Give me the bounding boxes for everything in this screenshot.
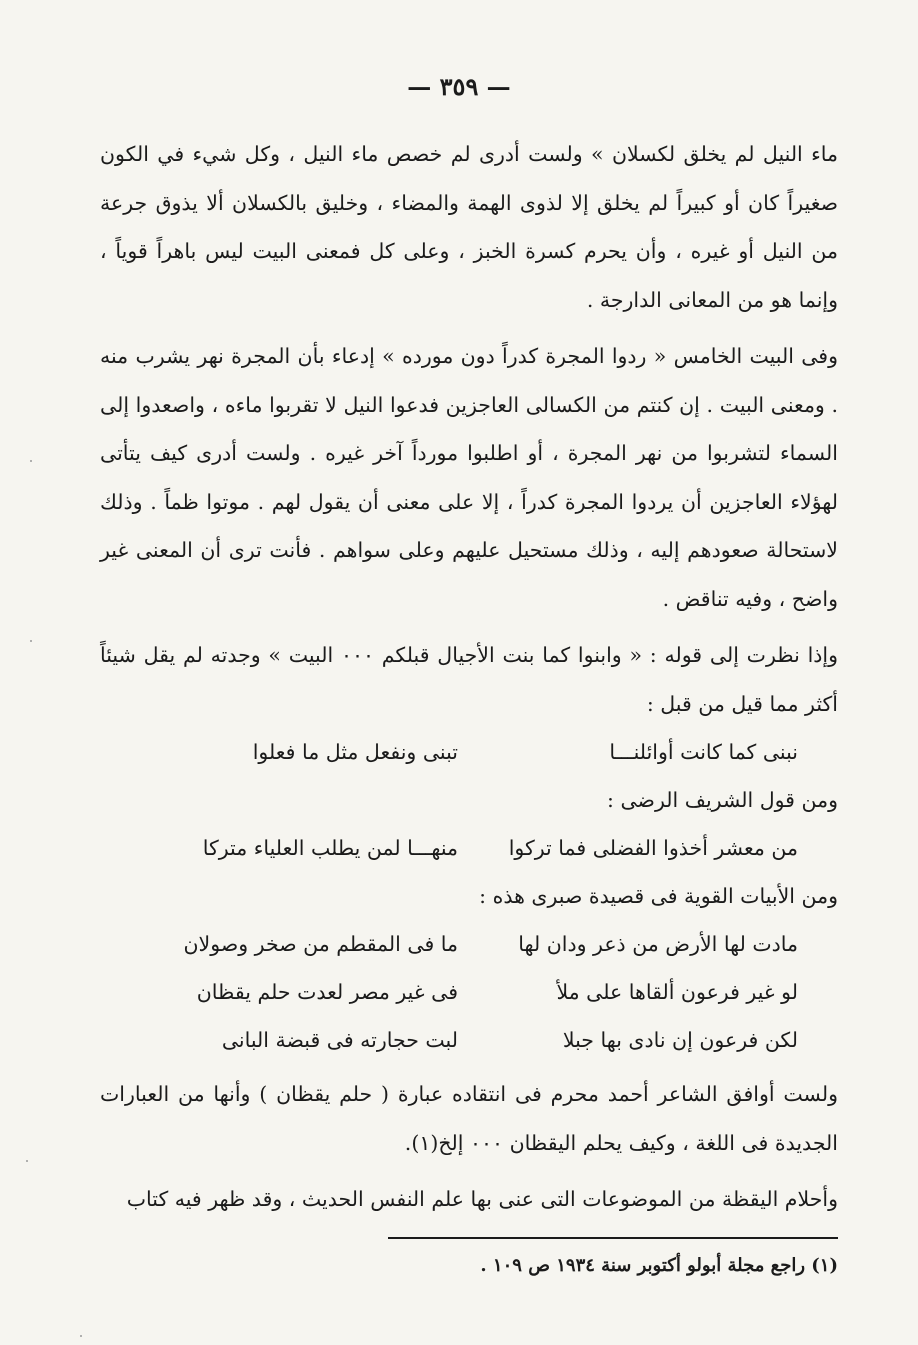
verse-line xyxy=(100,728,838,776)
verse-intro: ومن الأبيات القوية فى قصيدة صبرى هذه : xyxy=(479,884,838,908)
verse-line xyxy=(100,824,838,872)
verse-hemistich-first: من معشر أخذوا الفضلى فما تركوا xyxy=(508,836,798,860)
paper-speck xyxy=(30,640,32,642)
verse-intro: ومن قول الشريف الرضى : xyxy=(607,788,838,812)
page-number: — ٣٥٩ — xyxy=(407,72,511,101)
paragraph-2: وفى البيت الخامس « ردوا المجرة كدراً دون مورده » إدعاء بأن المجرة نهر يشرب منه . ومعنى البيت . إن كنتم من الكسالى العاجزين فدعوا النيل لا تقربوا ماءه ، واصعدوا إلى السماء لتشربوا من نهر المجرة ، أو اطلبوا مورداً آخر غيره . ولست أدرى كيف يتأتى لهؤلاء العاجزين أن يردوا المجرة كدراً ، إلا على معنى أن يقول لهم . موتوا ظماً . وذلك لاستحالة صعودهم إليه ، وذلك مستحيل عليهم وعلى سواهم . فأنت ترى أن المعنى غير واضح ، وفيه تناقض . xyxy=(100,344,838,611)
verse-hemistich-first: مادت لها الأرض من ذعر ودان لها xyxy=(518,932,798,956)
paper-speck xyxy=(26,1160,28,1162)
verse-line xyxy=(100,920,838,968)
verse-hemistich-first: نبنى كما كانت أوائلنـــا xyxy=(609,740,798,764)
paragraph-4: ولست أوافق الشاعر أحمد محرم فى انتقاده عبارة ( حلم يقظان ) وأنها من العبارات الجديدة فى اللغة ، وكيف يحلم اليقظان ٠٠٠ إلخ(١). xyxy=(100,1082,838,1155)
verse-hemistich-second: فى غير مصر لعدت حلم يقظان xyxy=(196,980,458,1004)
verse-line xyxy=(100,1016,838,1064)
paragraph-3: وإذا نظرت إلى قوله : « وابنوا كما بنت الأجيال قبلكم ٠٠٠ البيت » وجدته لم يقل شيئاً أكثر مما قيل من قبل : xyxy=(100,643,838,716)
paragraph-1: ماء النيل لم يخلق لكسلان » ولست أدرى لم خصص ماء النيل ، وكل شيء في الكون صغيراً كان أو كبيراً لم يخلق إلا لذوى الهمة والمضاء ، وخليق بالكسلان ألا يذوق جرعة من النيل أو غيره ، وأن يحرم كسرة الخبز ، وعلى كل فمعنى البيت ليس باهراً قوياً ، وإنما هو من المعانى الدارجة . xyxy=(100,142,838,312)
paragraph-5: وأحلام اليقظة من الموضوعات التى عنى بها علم النفس الحديث ، وقد ظهر فيه كتاب xyxy=(126,1187,838,1211)
page-body xyxy=(100,130,838,1224)
paper-speck xyxy=(80,1335,82,1337)
footnote: (١) راجع مجلة أبولو أكتوبر سنة ١٩٣٤ ص ١٠٩ . xyxy=(480,1255,838,1276)
verse-hemistich-second: لبت حجارته فى قبضة البانى xyxy=(221,1028,458,1052)
verse-hemistich-second: منهـــا لمن يطلب العلياء متركا xyxy=(202,836,458,860)
verse-hemistich-second: ما فى المقطم من صخر وصولان xyxy=(183,932,458,956)
verse-line xyxy=(100,968,838,1016)
verse-hemistich-first: لكن فرعون إن نادى بها جبلا xyxy=(562,1028,798,1052)
footnote-divider xyxy=(388,1237,838,1239)
paper-speck xyxy=(30,460,32,462)
verse-hemistich-second: تبنى ونفعل مثل ما فعلوا xyxy=(252,740,458,764)
verse-hemistich-first: لو غير فرعون ألقاها على ملأ xyxy=(556,980,798,1004)
